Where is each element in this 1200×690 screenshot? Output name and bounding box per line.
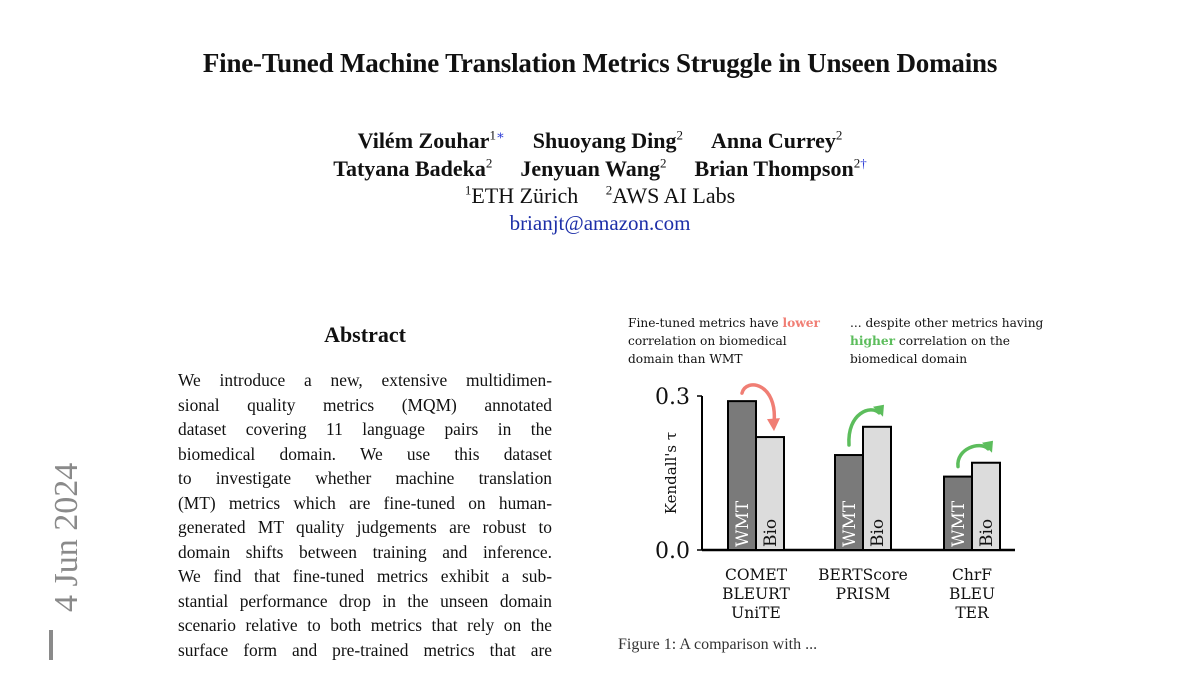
abstract-heading: Abstract (324, 322, 406, 347)
arxiv-stamp (45, 430, 85, 690)
figure-note-left: Fine-tuned metrics have lower correlation on biomedical domain than WMT (628, 316, 820, 366)
trend-arrowhead-down (767, 418, 780, 431)
category-label: ChrF (951, 566, 993, 584)
kendall-tau-bar-chart (610, 375, 1040, 625)
abstract-line: to investigate whether machine translation (178, 468, 552, 488)
author-name: Brian Thompson (694, 156, 854, 181)
author-affiliation-mark: 1∗ (489, 127, 505, 143)
abstract-body (178, 368, 552, 662)
author-authors_row1-1 (533, 128, 683, 154)
lower-highlight: lower (782, 316, 820, 330)
author-name: Shuoyang Ding (532, 128, 677, 153)
category-label: BLEU (948, 585, 996, 603)
author-affiliation-mark: 2 (835, 127, 843, 143)
abstract-line: biomedical domain. We use this dataset (178, 443, 552, 464)
author-name: Anna Currey (710, 128, 836, 153)
figure-note-right: ... despite other metrics having higher correlation on the biomedical domain (850, 316, 1044, 366)
abstract-line: generated MT quality judgements are robust to (178, 517, 552, 537)
author-name: Vilém Zouhar (357, 128, 490, 153)
affiliation-2: $^2$AWS AI Labs (605, 182, 736, 208)
authors-row-2 (0, 156, 1200, 182)
y-axis-label: Kendall's τ (662, 431, 680, 515)
author-affiliation-mark: 2 (660, 155, 667, 171)
arxiv-date: 4 Jun 2024 (48, 462, 85, 612)
category-label: TER (955, 604, 989, 622)
abstract-line: stantial performance drop in the unseen domain (178, 590, 552, 611)
authors-row-1 (0, 128, 1200, 154)
category-label: COMET (724, 566, 788, 584)
category-label: UniTE (731, 604, 781, 622)
paper-title: Fine-Tuned Machine Translation Metrics Struggle in Unseen Domains (202, 48, 998, 78)
bar-label-wmt: WMT (840, 500, 860, 547)
author-authors_row2-2 (695, 156, 867, 182)
category-label: BLEURT (722, 585, 790, 603)
author-affiliation-mark: 2† (853, 155, 867, 171)
abstract-line: sional quality metrics (MQM) annotated (178, 394, 552, 415)
figure-caption: Figure 1: A comparison with ... (618, 636, 818, 653)
author-authors_row1-2 (711, 128, 842, 154)
affiliation-1: $^1$ETH Zürich (464, 182, 579, 208)
author-authors_row2-0 (333, 156, 492, 182)
category-label: BERTScore (818, 566, 908, 584)
abstract-line: dataset covering 11 language pairs in the (178, 419, 552, 439)
y-tick-label: 0.3 (655, 385, 690, 410)
bar-label-bio: Bio (977, 518, 997, 547)
author-authors_row1-0 (358, 128, 505, 154)
bar-label-wmt: WMT (949, 500, 969, 547)
affiliations (0, 183, 1200, 209)
author-authors_row2-1 (520, 156, 666, 182)
bar-label-wmt: WMT (733, 500, 753, 547)
author-email-link[interactable]: brianjt@amazon.com (509, 211, 691, 235)
abstract-line: scenario relative to both metrics that rely on the (178, 615, 552, 635)
abstract-line: domain shifts between training and inference. (178, 541, 552, 562)
author-name: Jenyuan Wang (520, 156, 661, 181)
abstract-line: We find that fine-tuned metrics exhibit a sub- (178, 566, 552, 586)
author-name: Tatyana Badeka (333, 156, 486, 181)
author-affiliation-mark: 2 (676, 127, 683, 143)
bar-label-bio: Bio (761, 518, 781, 547)
y-tick-label: 0.0 (655, 539, 690, 564)
category-label: PRISM (835, 585, 891, 603)
arxiv-bracket (49, 630, 53, 660)
bar-label-bio: Bio (868, 518, 888, 547)
abstract-line: surface form and pre-trained metrics that are (178, 639, 552, 660)
author-affiliation-mark: 2 (485, 155, 493, 171)
abstract-line: (MT) metrics which are fine-tuned on human- (178, 492, 552, 513)
higher-highlight: higher (850, 334, 896, 348)
abstract-line: We introduce a new, extensive multidimen- (178, 370, 552, 390)
